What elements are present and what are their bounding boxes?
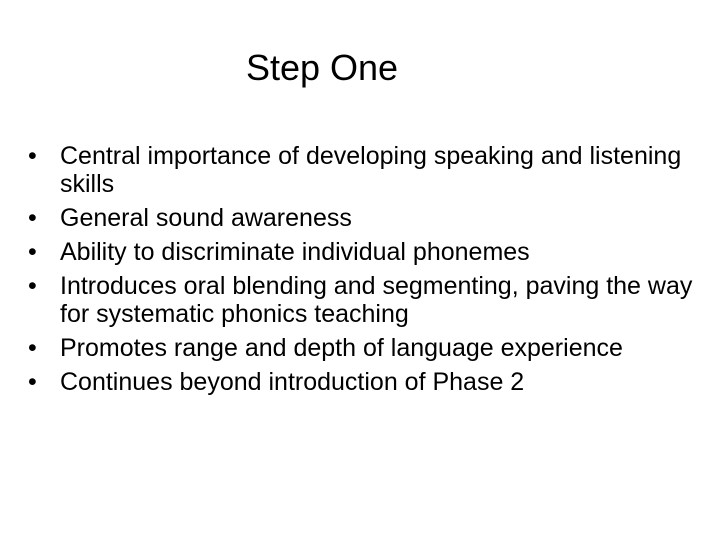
- bullet-text: Continues beyond introduction of Phase 2: [60, 368, 525, 396]
- bullet-item: [28, 334, 698, 362]
- bullet-icon: •: [28, 204, 37, 232]
- bullet-list: [28, 142, 698, 402]
- bullet-item: [28, 272, 698, 328]
- bullet-text: Promotes range and depth of language experience: [60, 334, 623, 362]
- bullet-icon: •: [28, 334, 37, 362]
- bullet-item: [28, 368, 698, 396]
- bullet-icon: •: [28, 368, 37, 396]
- slide-title: Step One: [245, 47, 399, 88]
- bullet-text: General sound awareness: [60, 204, 352, 232]
- bullet-item: [28, 142, 698, 198]
- bullet-item: [28, 238, 698, 266]
- bullet-item: [28, 204, 698, 232]
- bullet-icon: •: [28, 238, 37, 266]
- bullet-text: Central importance of developing speaking and listening skills: [60, 142, 682, 198]
- bullet-icon: •: [28, 272, 37, 300]
- bullet-text: Introduces oral blending and segmenting, paving the way for systematic phonics teaching: [60, 272, 693, 328]
- bullet-text: Ability to discriminate individual phonemes: [60, 238, 530, 266]
- bullet-icon: •: [28, 142, 37, 170]
